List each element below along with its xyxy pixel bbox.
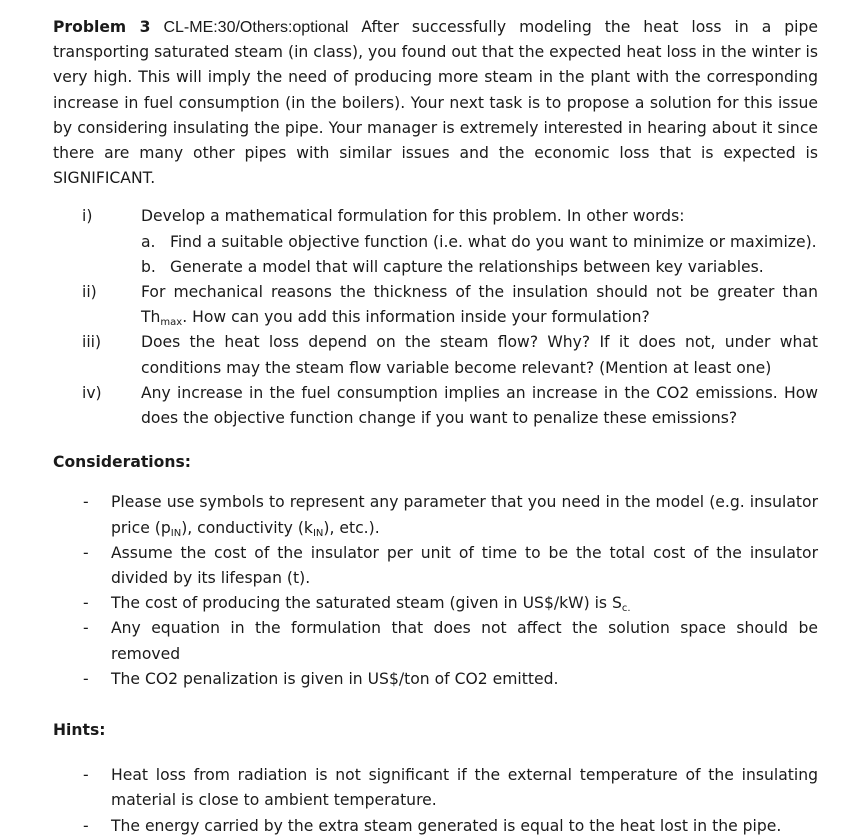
question-number: ii): [82, 283, 97, 302]
list-item-text: Heat loss from radiation is not significant if the external temperature of the insulating material is close to ambient temperature.: [111, 766, 818, 810]
problem-intro-text: After successfully modeling the heat loss in a pipe transporting saturated steam (in class), you found out that the expected heat loss in the winter is very high. This will imply the need of producing more steam in the plant with the corresponding increase in fuel consumption (in the boilers). Your next task is to propose a solution for this issue by considering insulating the pipe. Your manager is extremely interested in hearing about it since there are many other pipes with similar issues and the economic loss that is expected is SIGNIFICANT.: [53, 18, 818, 188]
question-number: iii): [82, 333, 102, 352]
question-number: i): [82, 207, 93, 226]
question-text: Any increase in the fuel consumption implies an increase in the CO2 emissions. How does the objective function change if you want to penalize these emissions?: [141, 383, 818, 428]
hints-heading: Hints:: [53, 721, 106, 740]
question-text: Does the heat loss depend on the steam flow? Why? If it does not, under what conditions may the steam flow variable become relevant? (Mention at least one): [141, 333, 818, 377]
problem-intro: [53, 15, 818, 191]
list-item-text: Assume the cost of the insulator per unit of time to be the total cost of the insulator divided by its lifespan (t).: [111, 543, 818, 588]
question-text: Develop a mathematical formulation for this problem. In other words:: [141, 207, 685, 226]
problem-tag: CL-ME:30/Others:optional: [163, 19, 349, 36]
question-item: [53, 204, 818, 229]
list-item: - Heat loss from radiation is not significant if the external temperature of the insulating material is close to ambient temperature.: [83, 766, 818, 810]
considerations-list: [53, 490, 818, 692]
question-subitem: [53, 255, 818, 280]
question-number: iv): [82, 383, 102, 402]
list-item-text: Any equation in the formulation that does not affect the solution space should be removed: [111, 619, 818, 663]
question-subitem: [53, 230, 818, 255]
question-item: [53, 381, 818, 431]
considerations-heading: Considerations:: [53, 453, 191, 472]
list-item-text: The cost of producing the saturated steam (given in US$/kW) is $S_{c.}$: [111, 594, 631, 615]
subitem-letter: b.: [141, 257, 156, 276]
question-text: For mechanical reasons the thickness of the insulation should not be greater than $Th_{max}$. How can you add this information inside your formulation?: [141, 283, 818, 329]
list-item-text: The CO2 penalization is given in US$/ton of CO2 emitted.: [111, 669, 559, 688]
question-item: [53, 280, 818, 330]
list-item: - Any equation in the formulation that does not affect the solution space should be removed: [83, 619, 818, 663]
list-item: - The energy carried by the extra steam generated is equal to the heat lost in the pipe.: [83, 816, 782, 835]
list-item-text: The energy carried by the extra steam generated is equal to the heat lost in the pipe.: [111, 816, 782, 835]
subitem-text: Find a suitable objective function (i.e. what do you want to minimize or maximize).: [170, 232, 817, 251]
question-item: [53, 330, 818, 380]
list-item: - Please use symbols to represent any parameter that you need in the model (e.g. insulator price $(p_{IN})$, conductivity $(k_{IN})$, etc.).: [83, 493, 818, 539]
question-list: [53, 204, 818, 431]
subitem-letter: a.: [141, 232, 156, 251]
problem-label: Problem 3: [53, 18, 151, 36]
hints-list: [53, 763, 818, 839]
list-item-text: Please use symbols to represent any parameter that you need in the model (e.g. insulator price $(p_{IN})$, conductivity $(k_{IN})$, etc.).: [111, 493, 818, 539]
list-item: - Assume the cost of the insulator per unit of time to be the total cost of the insulator divided by its lifespan (t).: [83, 543, 818, 588]
subitem-text: Generate a model that will capture the relationships between key variables.: [170, 257, 764, 276]
list-item: - The cost of producing the saturated steam (given in US$/kW) is $S_{c.}$: [83, 594, 631, 615]
list-item: - The CO2 penalization is given in US$/ton of CO2 emitted.: [83, 669, 559, 688]
